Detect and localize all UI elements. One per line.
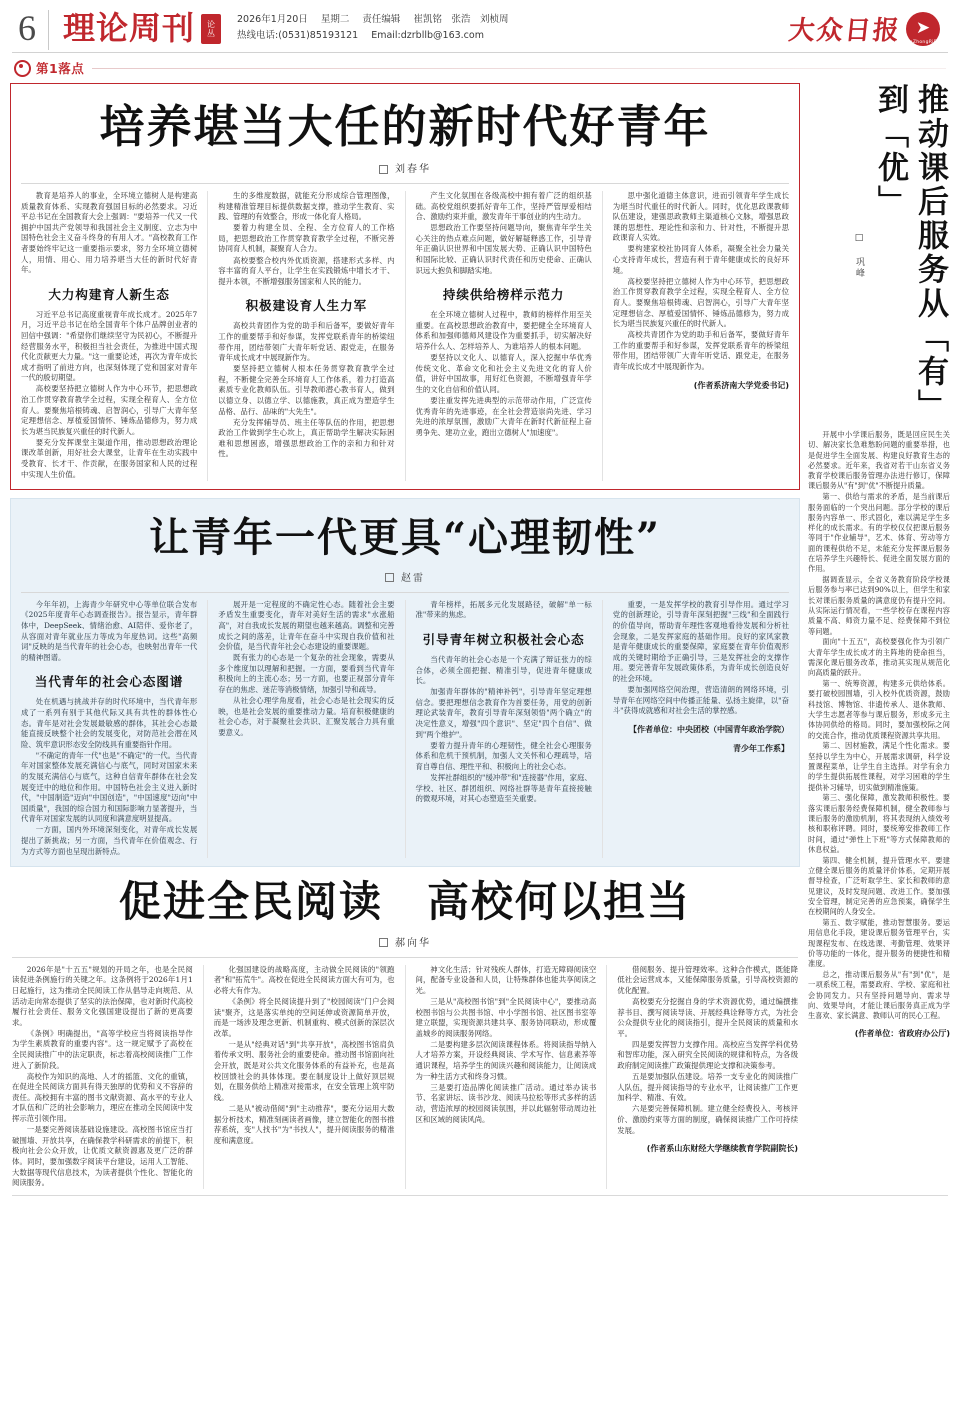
issue-weekday: 星期二 — [320, 14, 350, 25]
paragraph: 第三、强化保障，激发教师积极性。要落实课后服务经费保障机制，健全教师参与课后服务的激励机制，将其表现纳入绩效考核和职称评聘。同时，要统筹安排教师工作时间，通过"弹性上下班"等方式保障教师的休息权益。 — [808, 793, 950, 854]
article-2-rule — [21, 592, 789, 593]
paragraph: 高校共青团作为党的助手和后备军，要做好青年工作的重要帮手和好参谋，发挥党联系青年的桥梁纽带作用，团结带领广大青年听党话、跟党走，在服务青年成长成才中展现新作为。 — [612, 330, 789, 371]
paragraph: 既有张力的心态是一个复杂的社会现象，需要从多个维度加以理解和把握。一方面，要看到当代青年积极向上的主流心态；另一方面，也要正视部分青年存在的焦虑、迷茫等消极情绪，加强引导和疏导。 — [218, 653, 395, 694]
masthead-info-row-1 — [237, 12, 518, 28]
article-2-columns — [21, 600, 789, 858]
article-3-source: (作者系山东财经大学继续教育学院副院长) — [646, 1144, 798, 1154]
page-body — [10, 83, 950, 1189]
paper-logo-text: 大众日报 — [787, 16, 903, 46]
byline-marker-icon — [379, 165, 388, 174]
target-icon — [14, 60, 31, 77]
publication-name: 理论周刊 — [63, 9, 196, 47]
paragraph: 从社会心理学角度看，社会心态是社会现实的反映，也是社会发展的重要推动力量。培育积极健康的社会心态，对于凝聚社会共识、汇聚发展合力具有重要意义。 — [218, 696, 395, 737]
paragraph: 面向"十五五"，高校要强化作为引领广大青年学生成长成才的主阵地的使命担当，需深化课后服务改革，推动其实现从规范化向高质量的跃升。 — [808, 637, 950, 678]
article-3-col-3 — [405, 965, 597, 1189]
paragraph: 高校作为知识的高地、人才的摇篮、文化的重镇，在促进全民阅读方面具有得天独厚的优势和义不容辞的责任。高校拥有丰富的图书文献资源、高水平的专业人才队伍和广泛的社会影响力，理应在推动全民阅读中发挥示范引领作用。 — [12, 1071, 193, 1124]
paragraph: 充分发挥辅导员、班主任等队伍的作用，把思想政治工作做到学生心坎上，真正帮助学生解决实际困难和思想困惑，增强思想政治工作的亲和力和针对性。 — [218, 417, 395, 459]
article-2-col-2 — [207, 600, 394, 858]
paragraph: 高校要整合校内外优质资源，搭建形式多样、内容丰富的育人平台，让学生在实践锻炼中增长才干、提升本领，不断增强服务国家和人民的能力。 — [218, 255, 395, 286]
article-2-col-4 — [602, 600, 789, 858]
paragraph: 当代青年的社会心态是一个充满了辩证张力的综合体，必须全面把握、精准引导，促进青年健康成长。 — [415, 654, 592, 686]
paragraph: 要充分发挥课堂主渠道作用，推动思想政治理论课改革创新，用好社会大课堂，让青年在生动实践中受教育、长才干、作贡献，在服务国家和人民的过程中实现人生价值。 — [21, 437, 198, 479]
article-2-sub-1-title: 当代青年的社会心态图谱 — [34, 674, 184, 690]
byline-marker-icon — [385, 573, 394, 582]
masthead-info-row-2 — [237, 28, 518, 44]
paragraph: 借阅服务、提升管理效率。这种合作模式，既能降低社会运营成本，又能保障服务质量，引导高校资源的优化配置。 — [617, 964, 798, 995]
byline-marker-icon — [379, 938, 388, 947]
article-1-columns — [21, 191, 789, 481]
article-3-col-4 — [606, 965, 798, 1189]
article-1-byline — [21, 160, 789, 175]
right-column-byline — [853, 233, 866, 293]
right-column-author: 巩峰 — [854, 257, 864, 279]
paragraph: 要着力提升青年的心理韧性，健全社会心理服务体系和危机干预机制，加强人文关怀和心理疏导，培育自尊自信、理性平和、积极向上的社会心态。 — [415, 740, 592, 771]
seal-top-char: 论 — [207, 20, 216, 29]
seal-icon — [201, 14, 221, 44]
paragraph: 要加强网络空间治理，营造清朗的网络环境，引导青年在网络空间中传播正能量、弘扬主旋律，以"奋斗"获得成就感和对社会生活的掌控感。 — [612, 685, 789, 716]
hotline: 热线电话:(0531)85193121 — [237, 30, 359, 41]
paragraph: 总之，推动课后服务从"有"到"优"，是一项系统工程，需要政府、学校、家庭和社会协同发力。只有坚持问题导向、需求导向、效果导向，才能让课后服务真正成为学生喜欢、家长满意、教师认可的民心工程。 — [808, 969, 950, 1021]
paragraph: 高校要坚持把立德树人作为中心环节，把思想政治工作贯穿教育教学全过程，实现全程育人、全方位育人。要聚焦培根铸魂、启智润心，引导广大青年坚定理想信念、厚植爱国情怀、锤炼品德修为，努力成长为堪当民族复兴重任的时代新人。 — [21, 384, 198, 436]
right-column-body — [808, 428, 950, 1040]
paper-logo-badge-icon — [906, 12, 944, 46]
paragraph: 展开是一定程度的不确定性心态。随着社会主要矛盾发生重要变化，青年对美好生活的需求"水涨船高"，对自我成长发展的期望也越来越高。调整和完善成长之间的落差，让青年在奋斗中实现自我价值和社会价值，是当代青年社会心态建设的重要课题。 — [218, 599, 395, 652]
paragraph: 化强国建设的战略高度，主动做全民阅读的"领跑者"和"拓荒牛"。高校在促进全民阅读方面大有可为，也必将大有作为。 — [213, 964, 395, 995]
article-1-source: (作者系济南大学党委书记) — [693, 380, 789, 390]
paper-logo — [789, 8, 946, 47]
paragraph: 要注重发挥先进典型的示范带动作用，广泛宣传优秀青年的先进事迹，在全社会营造崇尚先进、学习先进的浓厚氛围，激励广大青年在新时代新征程上奋勇争先、建功立业，跑出立德树人"加速度"。 — [415, 396, 592, 437]
paragraph: 要着力构建全员、全程、全方位育人的工作格局，把思想政治工作贯穿教育教学全过程，不断完善协同育人机制，凝聚育人合力。 — [218, 223, 395, 254]
paragraph: 高校要坚持把立德树人作为中心环节，把思想政治工作贯穿教育教学全过程，实现全程育人、全方位育人。要聚焦培根铸魂、启智润心，引导广大青年坚定理想信念、厚植爱国情怀、锤炼品德修为，努力成长为堪当民族复兴重任的时代新人。 — [612, 276, 789, 329]
article-3-col-2 — [203, 965, 395, 1189]
main-column — [10, 83, 800, 1189]
article-1-col-4 — [602, 191, 789, 481]
article-2-col-3 — [405, 600, 592, 858]
paragraph: 高校共青团作为党的助手和后备军，要做好青年工作的重要帮手和好参谋，发挥党联系青年的桥梁纽带作用，团结带领广大青年听党话、跟党走，在服务青年成长成才中展现新作为。 — [218, 321, 395, 363]
paragraph: 开展中小学课后服务，既是回应民生关切、解决家长急难愁盼问题的重要举措，也是促进学生全面发展、构建良好教育生态的必然要求。近年来，我省对若干山东省义务教育学校课后服务管理办法进行修订，保障课后服务从"有"到"优"不断提升质量。 — [808, 430, 950, 491]
right-column-source: (作者单位：省政府办公厅) — [854, 1029, 950, 1039]
right-column-header — [808, 83, 950, 428]
seal-bottom-char: 丛 — [207, 29, 216, 38]
article-1-headline: 培养堪当大任的新时代好青年 — [99, 100, 711, 153]
paragraph: 要构建家校社协同育人体系，凝聚全社会力量关心支持青年成长，营造有利于青年健康成长的良好环境。 — [612, 244, 789, 275]
section-tag-label: 第1落点 — [36, 61, 85, 76]
byline-marker-icon: □ — [854, 233, 864, 245]
article-2-sub-2-title: 引导青年树立积极社会心态 — [422, 631, 585, 647]
article-3-byline — [12, 934, 798, 949]
masthead-rule — [12, 52, 948, 53]
article-2-author: 赵雷 — [401, 572, 425, 584]
paragraph: 处在机遇与挑战并存的时代环境中，当代青年形成了一系列有别于其他代际又具有共性的群体性心态。青年是对社会发展最敏感的群体，其社会心态最能直接反映整个社会的发展变化，对防范社会潜在风险、筑牢意识形态安全防线具有重要指针作用。 — [21, 697, 198, 749]
paragraph: 第四、健全机制，提升管理水平。要建立健全课后服务的质量评价体系，定期开展督导检查，广泛听取学生、家长和教师的意见建议，及时发现问题、改进工作。要加强安全管理，制定完善的应急预案，确保学生在校期间的人身安全。 — [808, 855, 950, 917]
article-1-author: 刘春华 — [395, 164, 431, 175]
paragraph: 今年年初，上海青少年研究中心等单位联合发布《2025年度青年心态调查报告》。报告显示，青年群体中，DeepSeek、情绪治愈、AI陪伴、爱你老了，从容面对青年就业压力等成为年度热词。这些"高频词"反映的是当代青年的社会心态，也映射出青年一代的精神图谱。 — [21, 599, 198, 662]
article-1-sub-2-title: 积极建设育人生力军 — [245, 298, 368, 314]
paragraph: 生的多维度数据，就能充分形成综合管理图像，构建精准管理目标提供数据支撑，推动学生教育、实践、管理的有效整合，形成一体化育人格局。 — [218, 191, 395, 222]
article-3-headline: 促进全民阅读 高校何以担当 — [118, 876, 691, 926]
editor-label: 责任编辑 — [362, 14, 401, 25]
paragraph: 一是要完善阅读基础设施建设。高校图书馆应当打破围墙、开放共享，在确保教学科研需求的前提下，积极向社会公众开放，让优质文献资源惠及更广泛的群体。同时，要加强数字阅读平台建设，运用人工智能、大数据等现代信息技术，为读者提供个性化、智能化的阅读服务。 — [12, 1125, 193, 1188]
section-tag — [14, 59, 946, 77]
paragraph: 第一、统筹资源，构建多元供给体系。要打破校园围墙，引入校外优质资源，鼓励科技馆、博物馆、非遗传承人、退休教师、大学生志愿者等参与课后服务，形成多元主体协同供给的格局。同时，要加强校际之间的交流合作，推动优质课程资源共享共用。 — [808, 679, 950, 740]
paragraph: 三是从"高校图书馆"到"全民阅读中心"，要推动高校图书馆与公共图书馆、中小学图书馆、社区图书室等建立联盟，实现资源共建共享、服务协同联动，形成覆盖城乡的阅读服务网络。 — [415, 997, 597, 1038]
article-1 — [10, 83, 800, 490]
paragraph: 2026年是"十五五"规划的开局之年，也是全民阅读促进条例施行的关键之年。这条例将于2026年1月1日起施行，这为推动全民阅读工作从倡导走向规范、从活动走向常态提供了坚实的法治保障，也对新时代高校履行社会责任、服务文化强国建设提出了新的更高要求。 — [12, 964, 193, 1027]
article-3-rule — [12, 957, 798, 958]
article-2-col-1 — [21, 600, 197, 858]
paragraph: 三是要打造品牌化阅读推广活动。通过举办读书节、名家讲坛、读书沙龙、阅读马拉松等形式多样的活动，营造浓厚的校园阅读氛围，并以此辐射带动周边社区和区域的阅读风尚。 — [415, 1082, 597, 1124]
email: Email:dzrbllb@163.com — [371, 30, 484, 41]
paragraph: 二是要构建多层次阅读课程体系。将阅读指导纳入人才培养方案，开设经典阅读、学术写作、信息素养等通识课程，培养学生的阅读兴趣和阅读能力，让阅读成为一种生活方式和终身习惯。 — [415, 1039, 597, 1081]
swoosh-icon: ➤ — [915, 18, 931, 38]
paragraph: 习近平总书记高度重视青年成长成才。2025年7月，习近平总书记在给全国青年个体户品牌创业者的回信中强调："希望你们继续坚守为民初心，不断提升经营服务水平，积极担当社会责任，为推进中国式现代化贡献更大力量。"这一重要论述，再次为青年成长成才指明了前进方向，也深刻体现了党和国家对青年一代的殷切期望。 — [21, 309, 198, 383]
right-column-headline: 推动课后服务从「有」到「优」 — [872, 83, 948, 423]
paragraph: 高校要充分挖掘自身的学术资源优势，通过编撰推荐书目、撰写阅读导读、开展经典诠释等方式，为社会公众提供专业化的阅读指引，提升全民阅读的质量和水平。 — [617, 997, 798, 1038]
paragraph: 六是要完善保障机制。建立健全经费投入、考核评价、激励约束等方面的制度，确保阅读推广工作可持续发展。 — [617, 1104, 798, 1135]
article-3 — [10, 876, 800, 1189]
right-column-article — [800, 83, 950, 1189]
masthead-info — [237, 8, 518, 44]
page-bottom-rule — [12, 1195, 948, 1196]
paragraph: "不确定的青年一代"也是"不确定"的一代。当代青年对国家整体发展充满信心与底气，同时对国家未来的发展充满信心与底气，这种自信青年群体在社会发展变迁中的地位和作用。中国特色社会主义进入新时代，"中国制造"迈向"中国创造"，"中国速度"迈向"中国质量"，我国的综合国力和国际影响力显著提升，当代青年对国家发展的认同度和满意度明显提高。 — [21, 750, 198, 824]
paragraph: 五是要加强队伍建设。培养一支专业化的阅读推广人队伍，提升阅读指导的专业水平，让阅读推广工作更加科学、精准、有效。 — [617, 1072, 798, 1103]
paragraph: 产生文化氛围在各级高校中拥有着广泛的组织基础。高校党组织要抓好青年工作，坚持严管厚爱相结合、激励约束并重，激发青年干事创业的内生动力。 — [415, 191, 592, 222]
paragraph: 《条例》将全民阅读提升到了"校园阅读"门户会阅读"聚齐，这是落实单纯的空间延伸或资源简单开放，而是一场涉及理念更新、机制重构、模式创新的深层次改革。 — [213, 997, 395, 1038]
paragraph: 教育是培养人的事业，全环境立德树人是构建高质量教育体系、实现教育强国目标的必然要求。习近平总书记在全国教育大会上强调："要培养一代又一代拥护中国共产党领导和我国社会主义制度、立志为中国特色社会主义奋斗终身的有用人才。"高校教育工作者要始终牢记这一重要指示要求，努力全环境立德树人，用情、用心、用力培养堪当大任的新时代好青年。 — [21, 191, 198, 275]
paragraph: 发挥社群组织的"缓冲带"和"连接器"作用，家庭、学校、社区、群团组织、网络社群等是青年直接接触的微观环境，对其心态塑造至关重要。 — [415, 772, 592, 804]
paragraph: 在全环境立德树人过程中，教师的榜样作用至关重要。在高校思想政治教育中，要把健全全环境育人体系和加强师德师风建设作为重要抓手，切实解决好培养什么人、怎样培养人、为谁培养人的根本问题。 — [415, 310, 592, 352]
masthead — [10, 0, 950, 52]
article-1-col-1 — [21, 191, 197, 481]
page-number: 6 — [18, 8, 36, 48]
paper-logo-pinyin: DaZhongRiBao — [906, 39, 944, 45]
article-3-col-1 — [12, 965, 193, 1189]
article-1-col-2 — [207, 191, 394, 481]
paragraph: 第一、供给与需求的矛盾，是当前课后服务面临的一个突出问题。部分学校的课后服务内容单一、形式固化，难以满足学生多样化的成长需求。有的学校仅仅把课后服务等同于"作业辅导"，艺术、体育、劳动等方面的课程供给不足，未能充分发挥课后服务在培养学生兴趣特长、促进全面发展方面的作用。 — [808, 492, 950, 574]
paragraph: 据调查显示，全省义务教育阶段学校课后服务参与率已达到90%以上，但学生和家长对课后服务质量的满意度仍有提升空间。从实际运行情况看，一些学校存在课程内容质量不高、师资力量不足、经费保障不到位等问题。 — [808, 575, 950, 636]
paragraph: 要坚持把立德树人根本任务贯穿教育教学全过程，不断健全完善全环境育人工作体系，着力打造高素质专业化教师队伍。引导教师潜心教书育人，做到以德立身、以德立学、以德施教，真正成为塑造学生品格、品行、品味的"大先生"。 — [218, 364, 395, 416]
article-1-sub-1-title: 大力构建育人新生态 — [48, 286, 170, 302]
paragraph: 二是从"被动借阅"到"主动推荐"，要充分运用大数据分析技术，精准刻画读者画像，建立智能化的图书推荐系统，变"人找书"为"书找人"，提升阅读服务的精准度和满意度。 — [213, 1103, 395, 1145]
paragraph: 重要，一是发挥学校的教育引导作用。通过学习党的创新理论，引导青年深刻把握"三线"和全面践行的价值导向，帮助青年理性客观地看待发展和分析社会现象，二是发挥家庭的基础作用。良好的家风家教是青年健康成长的重要保障，家庭要在青年价值观形成的关键时期给予正确引导，三是发挥社会的支撑作用。要完善青年发展政策体系，为青年成长创造良好的社会环境。 — [612, 599, 789, 683]
article-2-byline — [21, 569, 789, 584]
article-3-columns — [12, 965, 798, 1189]
paragraph: 思中强化道德主体意识，进而引领青年学生成长为堪当时代重任的时代新人。同时，优化思政课教师队伍建设，建强思政教师主渠道核心文脉，增强思政课的思想性、理论性和亲和力、针对性，不断提升思政课育人实效。 — [612, 191, 789, 243]
paragraph: 青年榜样，拓展多元化发展路径，破解"单一标准"带来的焦虑。 — [415, 599, 592, 620]
article-1-col-3 — [405, 191, 592, 481]
paragraph: 加强青年群体的"精神补钙"，引导青年坚定理想信念。要把理想信念教育作为首要任务，用党的创新理论武装青年，教育引导青年深刻领悟"两个确立"的决定性意义，增强"四个意识"、坚定"四个自信"、做到"两个维护"。 — [415, 687, 592, 739]
paragraph: 要坚持以文化人、以德育人，深入挖掘中华优秀传统文化、革命文化和社会主义先进文化的育人价值，讲好中国故事，用好红色资源，不断增强青年学生的文化自信和价值认同。 — [415, 353, 592, 394]
article-3-author: 郝向华 — [395, 937, 431, 949]
paragraph: 神文化生活；针对残疾人群体，打造无障碍阅读空间，配备专业设备和人员，让特殊群体也能共享阅读之光。 — [415, 964, 597, 995]
paragraph: 第二、因材施教，满足个性化需求。要坚持以学生为中心，开展需求调研，科学设置课程菜单，让学生自主选择。对学有余力的学生提供拓展性课程，对学习困难的学生提供补习辅导，切实做到精准施策。 — [808, 741, 950, 792]
article-2-source-line-2: 青少年工作系】 — [733, 743, 789, 753]
issue-date: 2026年1月20日 — [237, 14, 308, 25]
paragraph: 四是要发挥智力支撑作用。高校应当发挥学科优势和智库功能，深入研究全民阅读的规律和特点，为各级政府制定阅读推广政策提供理论支撑和决策参考。 — [617, 1039, 798, 1071]
section-tag-rule — [92, 68, 946, 69]
paragraph: 一是从"经典对话"到"共享开放"，高校图书馆肩负着传承文明、服务社会的重要使命。推动图书馆面向社会开放，既是对公共文化服务体系的有益补充，也是高校回馈社会的具体体现。要在制度设计上做好顶层规划，在服务供给上精准对接需求，在安全管理上筑牢防线。 — [213, 1039, 395, 1102]
article-2-headline: 让青年一代更具“心理韧性” — [148, 513, 661, 561]
paragraph: 《条例》明确提出，"高等学校应当将阅读指导作为学生素质教育的重要内容"。这一规定赋予了高校在全民阅读推广中的法定职责，标志着高校阅读推广工作进入了新阶段。 — [12, 1028, 193, 1070]
article-2-source-line-1: 【作者单位：中央团校（中国青年政治学院） — [629, 724, 789, 734]
paragraph: 一方面，国内外环境深刻变化，对青年成长发展提出了新挑战；另一方面，当代青年在价值观念、行为方式等方面也呈现出新特点。 — [21, 825, 198, 856]
paragraph: 思想政治工作要坚持问题导向，聚焦青年学生关心关注的热点难点问题，做好解疑释惑工作，引导青年正确认识世界和中国发展大势、正确认识中国特色和国际比较、正确认识时代责任和历史使命、正确认识远大抱负和脚踏实地。 — [415, 223, 592, 275]
article-1-rule — [21, 183, 789, 184]
article-1-sub-3-title: 持续供给榜样示范力 — [442, 287, 565, 303]
editor-names: 崔凯铭 张浩 刘桢周 — [413, 14, 509, 25]
paragraph: 第五、数字赋能，推动智慧服务。要运用信息化手段，建设课后服务管理平台，实现课程发布、在线选课、考勤管理、效果评价等功能的一体化，提升服务的便捷性和精准度。 — [808, 917, 950, 969]
article-2 — [10, 498, 800, 867]
